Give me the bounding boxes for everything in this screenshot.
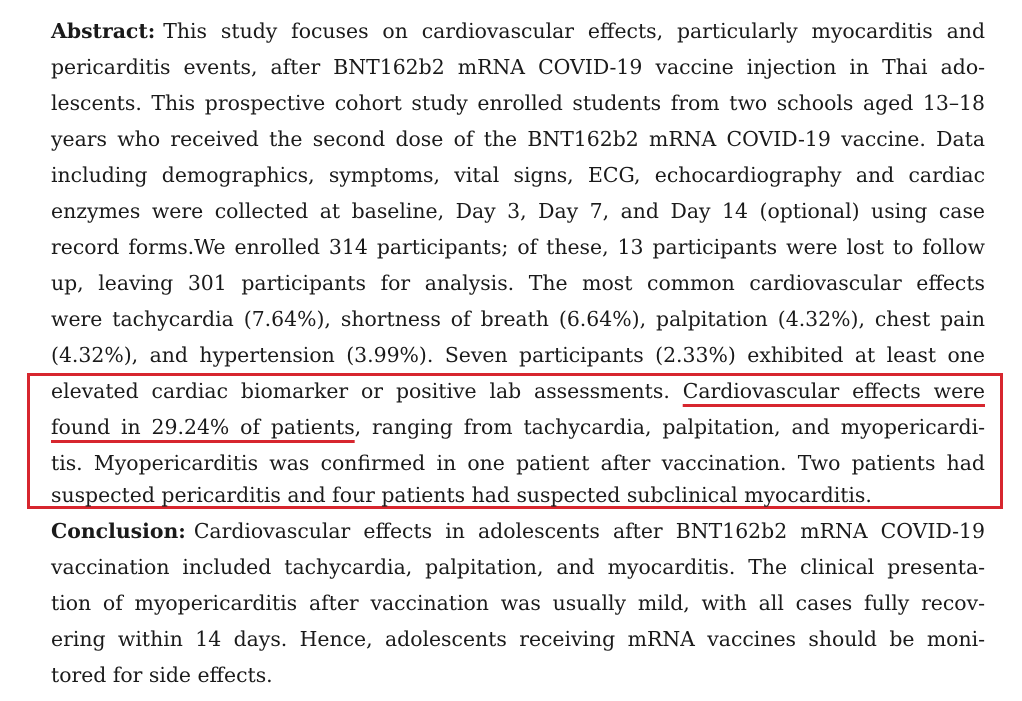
abstract-line-7 [51, 230, 985, 264]
abstract-line-13 [51, 446, 985, 480]
conclusion-text-line: tored for side effects. [51, 663, 273, 687]
conclusion-line-5 [51, 658, 273, 692]
conclusion-line-1 [51, 514, 985, 548]
abstract-line-4 [51, 122, 985, 156]
abstract-text-line: suspected pericarditis and four patients had suspected subclinical myocarditis. [51, 483, 872, 507]
abstract-line-14 [51, 478, 872, 512]
abstract-line-10 [51, 338, 985, 372]
abstract-text-line: (4.32%), and hypertension (3.99%). Seven participants (2.33%) exhibited at least one [51, 343, 985, 367]
underlined-finding-part-1: Cardiovascular effects were [682, 379, 985, 403]
abstract-line-6 [51, 194, 985, 228]
abstract-text-line: including demographics, symptoms, vital signs, ECG, echocardiography and cardiac [51, 163, 985, 187]
conclusion-text-line: Cardiovascular effects in adolescents after BNT162b2 mRNA COVID-19 [193, 519, 985, 543]
abstract-text-line: lescents. This prospective cohort study enrolled students from two schools aged 13–18 [51, 91, 985, 115]
abstract-line-2 [51, 50, 985, 84]
abstract-text-line: elevated cardiac biomarker or positive lab assessments. [51, 379, 670, 403]
abstract-text-line: up, leaving 301 participants for analysis. The most common cardiovascular effects [51, 271, 985, 295]
underlined-finding-part-2: found in 29.24% of patients [51, 415, 355, 439]
conclusion-text-line: vaccination included tachycardia, palpitation, and myocarditis. The clinical presenta- [51, 555, 985, 579]
conclusion-text-line: tion of myopericarditis after vaccination was usually mild, with all cases fully recov- [51, 591, 985, 615]
abstract-text-line: were tachycardia (7.64%), shortness of breath (6.64%), palpitation (4.32%), chest pain [51, 307, 985, 331]
abstract-line-9 [51, 302, 985, 336]
abstract-text-line: pericarditis events, after BNT162b2 mRNA COVID-19 vaccine injection in Thai ado- [51, 55, 985, 79]
conclusion-line-4 [51, 622, 985, 656]
abstract-line-5 [51, 158, 985, 192]
conclusion-line-2 [51, 550, 985, 584]
abstract-text-line: , ranging from tachycardia, palpitation, and myopericardi- [354, 415, 985, 439]
conclusion-line-3 [51, 586, 985, 620]
conclusion-text-line: ering within 14 days. Hence, adolescents receiving mRNA vaccines should be moni- [51, 627, 985, 651]
abstract-line-3 [51, 86, 985, 120]
abstract-line-11 [51, 374, 985, 408]
abstract-text-line: enzymes were collected at baseline, Day 3, Day 7, and Day 14 (optional) using case [51, 199, 985, 223]
abstract-text-line: years who received the second dose of the BNT162b2 mRNA COVID-19 vaccine. Data [51, 127, 985, 151]
conclusion-label: Conclusion: [51, 519, 186, 543]
abstract-text-line: record forms.We enrolled 314 participants; of these, 13 participants were lost to follow [51, 235, 985, 259]
abstract-line-8 [51, 266, 985, 300]
abstract-line-12 [51, 410, 985, 444]
abstract-label: Abstract: [51, 19, 156, 43]
abstract-line-1 [51, 14, 985, 48]
abstract-text-line: tis. Myopericarditis was confirmed in one patient after vaccination. Two patients had [51, 451, 985, 475]
abstract-text-line: This study focuses on cardiovascular effects, particularly myocarditis and [163, 19, 985, 43]
